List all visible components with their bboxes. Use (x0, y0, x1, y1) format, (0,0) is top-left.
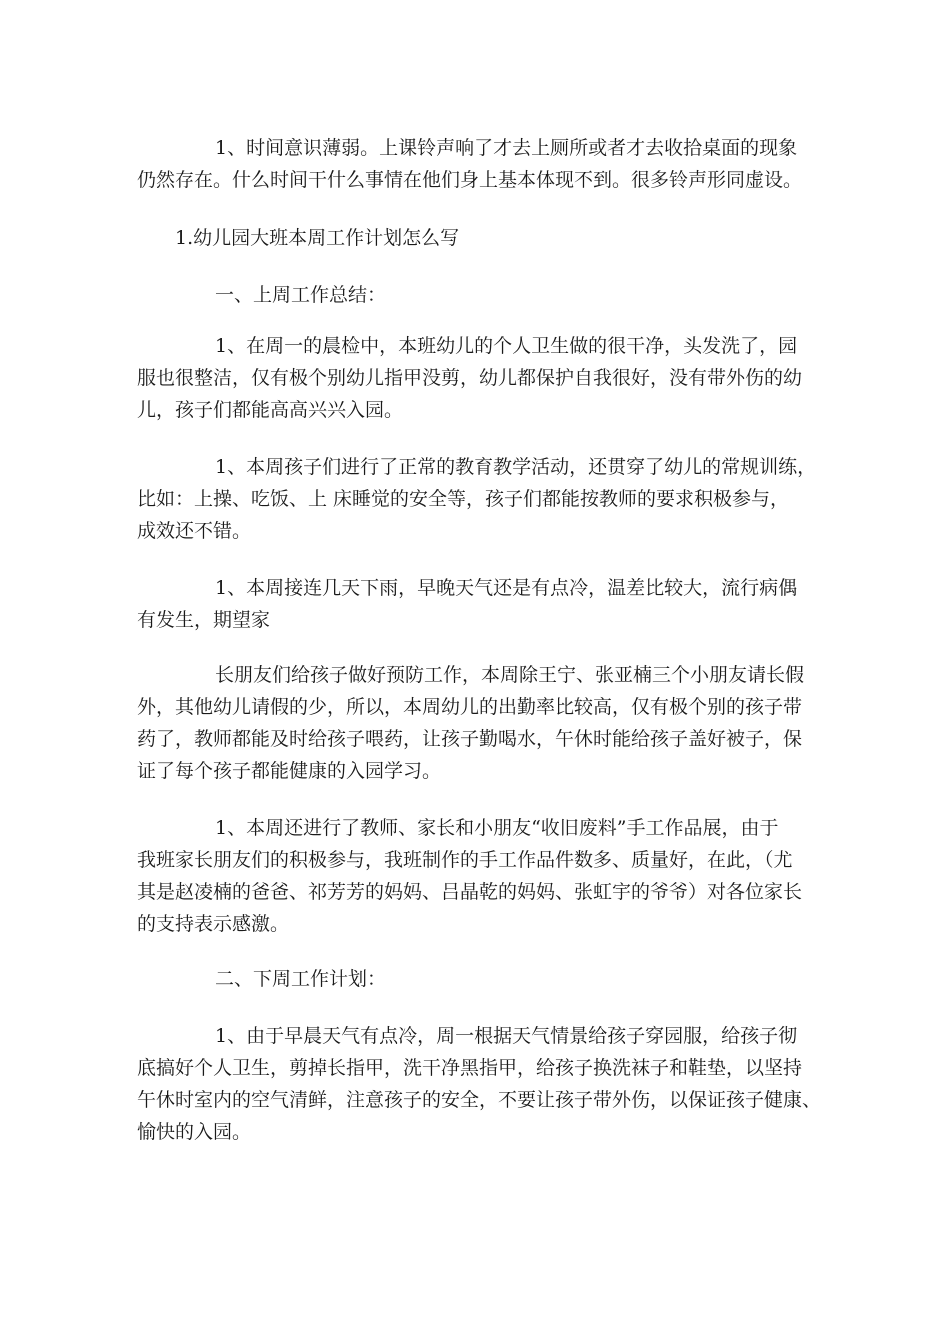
text-line: 成效还不错。 (137, 520, 252, 542)
text-line: 仍然存在。什么时间干什么事情在他们身上基本体现不到。很多铃声形同虚设。 (137, 169, 803, 191)
text-line: 底搞好个人卫生，剪掉长指甲，洗干净黑指甲，给孩子换洗袜子和鞋垫，以坚持 (137, 1057, 803, 1079)
text-line: 愉快的入园。 (137, 1121, 252, 1143)
text-line: 我班家长朋友们的积极参与，我班制作的手工作品件数多、质量好，在此，（尤 (137, 849, 793, 871)
text-line: 比如：上操、吃饭、上 床睡觉的安全等，孩子们都能按教师的要求积极参与， (137, 488, 790, 510)
text-line: 长朋友们给孩子做好预防工作，本周除王宁、张亚楠三个小朋友请长假 (215, 664, 805, 686)
text-line: 服也很整洁，仅有极个别幼儿指甲没剪，幼儿都保护自我很好，没有带外伤的幼 (137, 367, 803, 389)
text-line: 外，其他幼儿请假的少，所以，本周幼儿的出勤率比较高，仅有极个别的孩子带 (137, 696, 803, 718)
text-line: 1、由于早晨天气有点冷，周一根据天气情景给孩子穿园服，给孩子彻 (215, 1025, 798, 1047)
text-line: 1、时间意识薄弱。上课铃声响了才去上厕所或者才去收拾桌面的现象 (215, 137, 798, 159)
text-line: 儿，孩子们都能高高兴兴入园。 (137, 399, 404, 421)
text-line: 1、本周接连几天下雨，早晚天气还是有点冷，温差比较大，流行病偶 (215, 577, 798, 599)
text-line: 1、本周孩子们进行了正常的教育教学活动，还贯穿了幼儿的常规训练， (215, 456, 817, 478)
section-heading-next-week-plan (137, 963, 827, 995)
heading-line: 一、上周工作总结： (215, 284, 387, 306)
paragraph-teaching-activities (137, 451, 827, 547)
text-line: 午休时室内的空气清鲜，注意孩子的安全，不要让孩子带外伤，以保证孩子健康、 (137, 1089, 822, 1111)
text-line: 有发生，期望家 (137, 609, 271, 631)
text-line: 的支持表示感激。 (137, 913, 290, 935)
paragraph-attendance (137, 659, 827, 787)
text-line: 药了，教师都能及时给孩子喂药，让孩子勤喝水，午休时能给孩子盖好被子，保 (137, 728, 803, 750)
section-heading-last-week-summary (137, 279, 827, 311)
paragraph-weather (137, 572, 827, 636)
paragraph-next-week-hygiene (137, 1020, 827, 1148)
paragraph-time-awareness (137, 132, 827, 196)
paragraph-morning-check (137, 330, 827, 426)
text-line: 其是赵凌楠的爸爸、祁芳芳的妈妈、吕晶乾的妈妈、张虹宇的爷爷）对各位家长 (137, 881, 803, 903)
heading-line: 1.幼儿园大班本周工作计划怎么写 (175, 227, 460, 249)
text-line: 1、本周还进行了教师、家长和小朋友“收旧废料”手工作品展，由于 (215, 817, 779, 839)
text-line: 1、在周一的晨检中，本班幼儿的个人卫生做的很干净，头发洗了，园 (215, 335, 798, 357)
text-line: 证了每个孩子都能健康的入园学习。 (137, 760, 442, 782)
section-heading-weekly-plan (137, 222, 827, 254)
heading-line: 二、下周工作计划： (215, 968, 387, 990)
paragraph-handicraft-exhibition (137, 812, 827, 940)
